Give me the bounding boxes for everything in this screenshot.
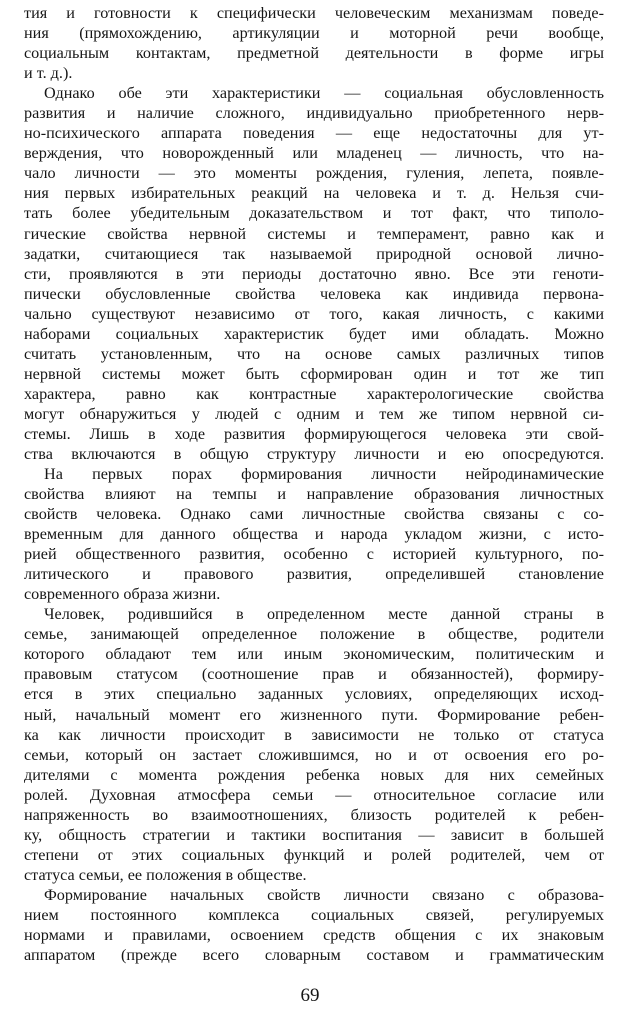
text-line: временным для данного общества и народа укладом жизни, с исто- (24, 525, 604, 544)
page-number: 69 (300, 985, 320, 1006)
text-line: чально существуют независимо от того, какая личность, с какими (24, 304, 604, 323)
paragraph-first-line: Однако обе эти характеристики — социальная обусловленность (44, 84, 604, 103)
text-line: стемы. Лишь в ходе развития формирующегося человека эти свой- (24, 424, 604, 443)
text-line: наборами социальных характеристик будет ими обладать. Можно (24, 324, 604, 343)
text-line: аппаратом (прежде всего словарным составом и грамматическим (24, 946, 604, 964)
text-line: социальным контактам, предметной деятельности в форме игры (24, 44, 604, 63)
text-line: гические свойства нервной системы и темперамент, равно как и (24, 224, 604, 243)
text-line: степени от этих социальных функций и ролей родителей, чем от (24, 845, 604, 864)
text-line: правовым статусом (соотношение прав и обязанностей), формиру- (24, 665, 604, 684)
text-line: ния (прямохождению, артикуляции и моторной речи вообще, (24, 24, 604, 42)
text-line: тия и готовности к специфически человеческим механизмам поведе- (24, 4, 604, 22)
text-line: задатки, считающиеся так называемой природной основой лично- (24, 244, 604, 263)
text-line: ролей. Духовная атмосфера семьи — относительное согласие или (24, 785, 604, 804)
text-line: ный, начальный момент его жизненного пути. Формирование ребен- (24, 705, 604, 724)
paragraph-first-line: Формирование начальных свойств личности связано с образова- (44, 885, 604, 904)
text-line: литического и правового развития, определившей становление (24, 565, 604, 584)
text-line: пически обусловленные свойства человека как индивида первона- (24, 284, 604, 303)
text-line: семье, занимающей определенное положение в обществе, родители (24, 625, 604, 644)
text-line: семьи, который он застает сложившимся, но и от освоения его ро- (24, 745, 604, 764)
text-line: могут обнаружиться у людей с одним и тем же типом нервной си- (24, 404, 604, 423)
text-line: которого обладают тем или иным экономическим, политическим и (24, 645, 604, 664)
text-line: ния первых избирательных реакций на человека и т. д. Нельзя счи- (24, 184, 604, 203)
text-line: чало личности — это моменты рождения, гуления, лепета, появле- (24, 164, 604, 183)
text-line: напряженность во взаимоотношениях, близость родителей к ребен- (24, 805, 604, 824)
text-line: нием постоянного комплекса социальных связей, регулируемых (24, 905, 604, 924)
text-line: нормами и правилами, освоением средств общения с их знаковым (24, 926, 604, 944)
text-line: и т. д.). (24, 64, 73, 83)
text-line: ка как личности происходит в зависимости не только от статуса (24, 725, 604, 744)
text-line: ства включаются в общую структуру личности и ею опосредуются. (24, 444, 604, 463)
text-line: сти, проявляются в эти периоды достаточно явно. Все эти геноти- (24, 264, 604, 283)
paragraph-first-line: Человек, родившийся в определенном месте данной страны в (44, 605, 604, 624)
text-line: ку, общность стратегии и тактики воспитания — зависит в большей (24, 825, 604, 844)
text-line: статуса семьи, ее положения в обществе. (24, 865, 307, 884)
text-line: тать более убедительным доказательством и тот факт, что типоло- (24, 204, 604, 223)
text-line: ется в этих специально заданных условиях, определяющих исход- (24, 685, 604, 704)
text-line: рией общественного развития, особенно с историей культурного, по- (24, 545, 604, 564)
text-line: дителями с момента рождения ребенка новых для них семейных (24, 765, 604, 784)
text-line: характера, равно как контрастные характерологические свойства (24, 384, 604, 403)
text-line: свойства влияют на темпы и направление образования личностных (24, 485, 604, 503)
text-line: нервной системы может быть сформирован один и тот же тип (24, 364, 604, 383)
paragraph-first-line: На первых порах формирования личности нейродинамические (44, 465, 604, 483)
text-line: свойств человека. Однако сами личностные свойства связаны с со- (24, 505, 604, 524)
text-line: верждения, что новорожденный или младенец — личность, что на- (24, 144, 604, 163)
text-line: современного образа жизни. (24, 585, 221, 604)
text-line: но-психического аппарата поведения — еще недостаточны для ут- (24, 124, 604, 143)
text-line: развития и наличие сложного, индивидуально приобретенного нерв- (24, 104, 604, 123)
text-line: считать установленным, что на основе самых различных типов (24, 344, 604, 363)
